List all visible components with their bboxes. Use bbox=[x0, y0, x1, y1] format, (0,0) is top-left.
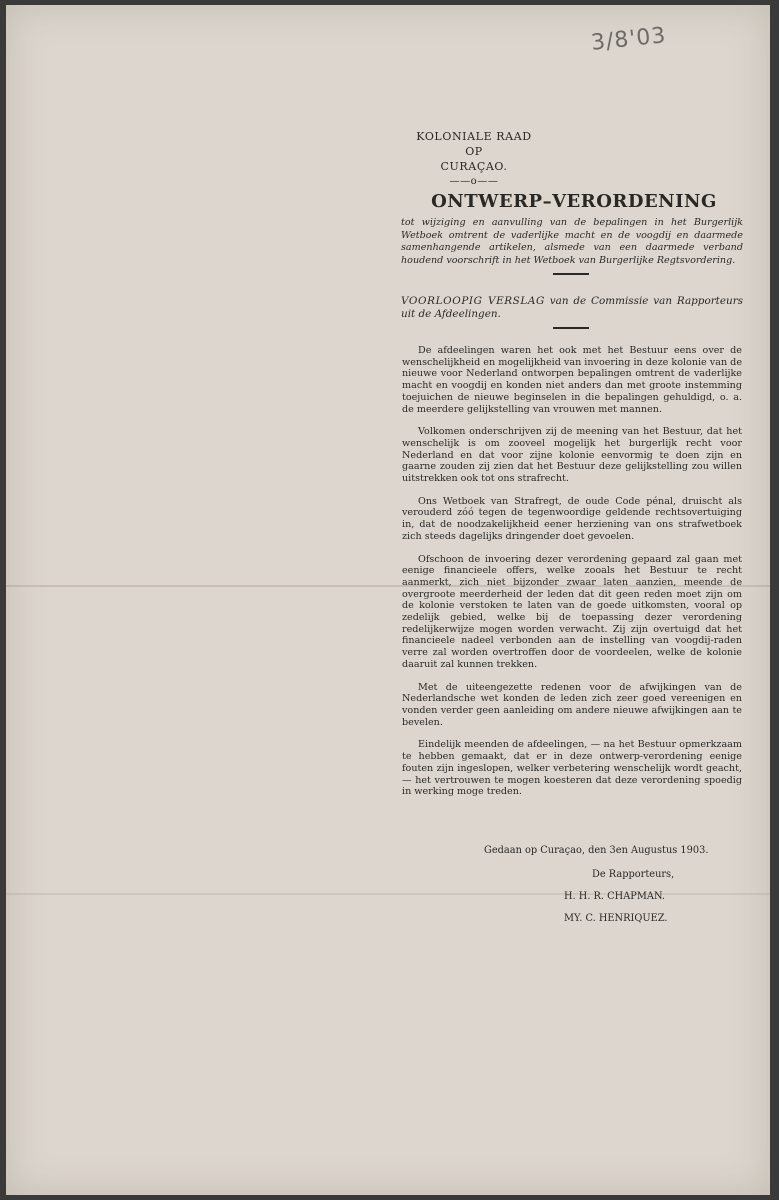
handwritten-date-annotation: 3/8'03 bbox=[589, 23, 668, 56]
document-subtitle: tot wijziging en aanvulling van de bepalingen in het Burgerlijk Wetboek omtrent de vaderlijke macht en de voogdij en daarmede samenhangende artikelen, alsmede van een daarmede verband houdend voorschrift in het Wetboek van Burgerlijke Regtsvordering. bbox=[401, 217, 743, 266]
paragraph-6: Eindelijk meenden de afdeelingen, — na het Bestuur opmerkzaam te hebben gemaakt, dat er in deze ontwerp-verordening eenige fouten zijn ingeslopen, welker verbetering wenschelijk wordt geacht, — het vertrouwen te mogen koesteren dat deze verordening spoedig in werking moge treden. bbox=[402, 739, 742, 798]
report-heading-rest: van de Commissie van Rapporteurs uit de Afdeelingen. bbox=[401, 295, 743, 320]
document-sheet bbox=[6, 5, 770, 1195]
document-title: ONTWERP–VERORDENING bbox=[431, 191, 717, 212]
paragraph-3: Ons Wetboek van Strafregt, de oude Code pénal, druischt als verouderd zóó tegen de tegenwoordige geldende rechtsovertuiging in, dat de noodzakelijkheid eener herziening van ons strafwetboek zich steeds dagelijks dringender doet gevoelen. bbox=[402, 495, 742, 542]
paragraph-2: Volkomen onderschrijven zij de meening van het Bestuur, dat het wenschelijk is om zooveel mogelijk het burgerlijk recht voor Nederland en dat voor zijne kolonie eenvormig te doen zijn en gaarne zouden zij zien dat het Bestuur deze gelijkstelling zou willen uitstrekken ook tot ons strafrecht. bbox=[402, 426, 742, 485]
paragraph-1: De afdeelingen waren het ook met het Bestuur eens over de wenschelijkheid en mogelijkheid van invoering in deze kolonie van de nieuwe voor Nederland ontworpen bepalingen omtrent de vaderlijke macht en voogdij en konden niet anders dan met groote instemming toejuichen de nieuwe beginselen in die bepalingen gehuldigd, o. a. de meerdere gelijkstelling van vrouwen met mannen. bbox=[402, 345, 742, 415]
rapporteurs-label: De Rapporteurs, bbox=[592, 869, 675, 880]
header-divider: ——o—— bbox=[449, 176, 499, 187]
section-rule-2 bbox=[553, 327, 589, 329]
signatory-henriquez: MY. C. HENRIQUEZ. bbox=[564, 913, 668, 924]
report-body bbox=[402, 345, 742, 809]
report-heading bbox=[401, 295, 743, 321]
report-heading-lead: VOORLOOPIG VERSLAG bbox=[401, 295, 545, 307]
paragraph-4: Ofschoon de invoering dezer verordening gepaard zal gaan met eenige financieele offers, welke zooals het Bestuur te recht aanmerkt, zich niet bijzonder zwaar laten aanzien, meende de overgroote meerderheid der leden dat dit geen reden moet zijn om de kolonie verstoken te laten van de goede uitkomsten, vooral op zedelijk gebied, welke bij de toepassing dezer verordening redelijkerwijze mogen worden verwacht. Zij zijn overtuigd dat het financieele nadeel verbonden aan de instelling van voogdij-raden verre zal worden overtroffen door de voordeelen, welke de kolonie daaruit zal kunnen trekken. bbox=[402, 553, 742, 670]
council-header bbox=[409, 129, 539, 189]
paragraph-5: Met de uiteengezette redenen voor de afwijkingen van de Nederlandsche wet konden de leden zich zeer goed vereenigen en vonden verder geen aanleiding om andere nieuwe afwijkingen aan te bevelen. bbox=[402, 681, 742, 728]
header-line-2: OP bbox=[465, 145, 483, 158]
header-line-3: CURAÇAO. bbox=[440, 160, 508, 173]
header-line-1: KOLONIALE RAAD bbox=[416, 130, 532, 143]
place-date: Gedaan op Curaçao, den 3en Augustus 1903. bbox=[484, 845, 709, 856]
signatory-chapman: H. H. R. CHAPMAN. bbox=[564, 891, 666, 902]
section-rule-1 bbox=[553, 273, 589, 275]
